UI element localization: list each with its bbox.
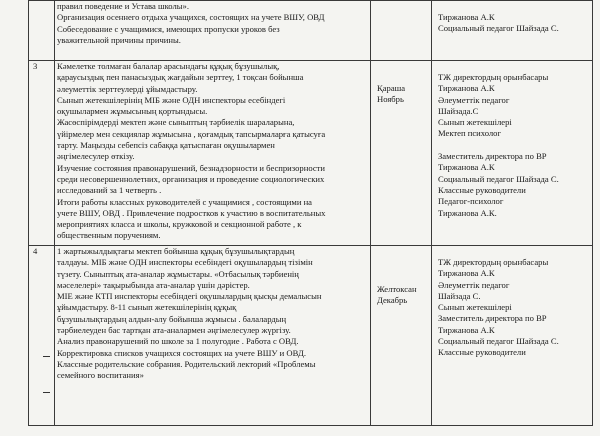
responsible-line: Тиржанова А.К [438, 83, 495, 94]
activity-line: мәселелері» тақырыбында ата-аналар үшін дәрістер. [57, 279, 250, 290]
activity-line: талдауы. МІБ және ОДН инспекторы есебіндегі оқушылардың тізімін [57, 257, 313, 268]
responsible-line: Әлеуметтік педагог [438, 94, 510, 105]
responsible-line: Социальный педагог Шайзада С. [438, 173, 559, 184]
month-kazakh: Қараша [377, 83, 406, 93]
activity-line: бұзушылықтардың алдын-алу бойынша жұмысы . балалардың [57, 313, 287, 324]
activity-line: среди несовершеннолетних, организация и проведение социологических [57, 173, 325, 184]
month-russian: Ноябрь [377, 94, 404, 105]
responsible-line: Тиржанова А.К [438, 12, 495, 22]
activity-line: Классные родительские собрания. Родительский лекторий «Проблемы [57, 358, 316, 369]
activity-line: тәрбиелеуден бас тартқан ата-аналармен әңгімелесулер жүргізу. [57, 325, 291, 336]
activity-line: учете ВШУ, ОВД . Привлечение подростков к участию в воспитательных [57, 207, 326, 218]
activity-line: 1 жартыжылдықтағы мектеп бойынша құқық бұзушылықтардың [57, 246, 295, 256]
table-row [29, 61, 593, 246]
responsible-cell [432, 1, 593, 61]
table-row [29, 246, 593, 426]
activity-line: қараусыздық пен панасыздық жағдайын зерттеу, 1 тоқсан бойынша [57, 72, 304, 83]
responsible-line: Шайзада С. [438, 290, 481, 301]
responsible-line: Классные руководители [438, 347, 526, 358]
responsible-cell [432, 61, 593, 246]
responsible-line: Социальный педагог Шайзада С. [438, 23, 559, 34]
responsible-line: Сынып жетекшілері [438, 117, 512, 128]
date-cell [371, 1, 432, 61]
activity-line: семейного воспитания» [57, 370, 144, 381]
activity-cell [55, 1, 371, 61]
activity-line: Анализ правонарушений по школе за 1 полугодие . Работа с ОВД. [57, 336, 299, 347]
activity-line: әңгімелесулер өткізу. [57, 151, 135, 162]
activity-line: тарту. Маңызды себепсіз сабаққа қатыспаған оқушылармен [57, 140, 275, 151]
row-number [29, 1, 55, 61]
responsible-line: Заместитель директора по ВР [438, 151, 547, 162]
responsible-line: Педагог-психолог [438, 196, 504, 207]
responsible-line: Тиржанова А.К. [438, 207, 497, 218]
activity-line: исследований за 1 четверть . [57, 185, 162, 196]
responsible-line: Сынып жетекшілері [438, 302, 512, 313]
activity-line: Сынып жетекшілерінің МІБ және ОДН инспекторы есебіндегі [57, 94, 286, 105]
responsible-line [438, 140, 590, 151]
activity-line: правил поведение и Устава школы». [57, 1, 189, 11]
activity-line: түзету. Сыныптық ата-аналар жұмыстары. «Отбасылық тәрбиенің [57, 268, 299, 279]
activity-line: МІЕ және КТП инспекторы есебіндегі оқушылардың қысқы демалысын [57, 291, 322, 302]
activity-line: оқушылармен жұмысының қортындысы. [57, 106, 208, 117]
activity-cell [55, 61, 371, 246]
activity-line: мероприятиях класса и школы, кружковой и секционной работе , к [57, 219, 302, 230]
month-russian: Декабрь [377, 295, 408, 306]
month-kazakh: Желтоксан [377, 284, 417, 294]
pen-mark [43, 392, 50, 393]
activity-line: Кәмелетке толмаған балалар арасындағы құқық бұзушылық, [57, 61, 280, 71]
activity-line: Организация осеннего отдыха учащихся, состоящих на учете ВШУ, ОВД [57, 12, 325, 23]
date-cell [371, 246, 432, 426]
responsible-line: ТЖ директордың орынбасары [438, 72, 549, 82]
activity-line: ұйымдастыру. 8-11 сынып жетекшілерінің құқық [57, 302, 237, 313]
activity-line: үйірмелер мен секциялар жұмысына , қоғамдық тапсырмаларға қатысуға [57, 128, 326, 139]
plan-table [28, 0, 593, 426]
responsible-line: Тиржанова А.К [438, 268, 495, 279]
responsible-line: Мектеп психолог [438, 128, 501, 139]
row-number: 4 [29, 246, 55, 426]
responsible-line: Әлеуметтік педагог [438, 279, 510, 290]
date-cell [371, 61, 432, 246]
responsible-line: Тиржанова А.К [438, 162, 495, 173]
responsible-line: Социальный педагог Шайзада С. [438, 336, 559, 347]
activity-line: Собеседование с учащимися, имеющих пропуски уроков без [57, 23, 280, 34]
activity-line: Корректировка списков учащихся состоящих на учете ВШУ и ОВД. [57, 347, 307, 358]
activity-line: уважительной причины причины. [57, 34, 181, 45]
responsible-line: Классные руководители [438, 184, 526, 195]
activity-line: Итоги работы классных руководителей с учащимися , состоящими на [57, 196, 312, 207]
pen-mark [43, 356, 50, 357]
activity-line: Жасөспірімдерді мектеп және сыныптың тәрбиелік шараларына, [57, 117, 295, 128]
responsible-line: Тиржанова А.К [438, 324, 495, 335]
responsible-line: ТЖ директордың орынбасары [438, 257, 549, 267]
row-number: 3 [29, 61, 55, 246]
activity-line: общественным поручениям. [57, 230, 161, 241]
activity-line: әлеуметтік зерттеулерді ұйымдастыру. [57, 83, 198, 94]
activity-line: Изучение состояния правонарушений, безнадзорности и беспризорности [57, 162, 325, 173]
responsible-line: Заместитель директора по ВР [438, 313, 547, 324]
responsible-line: Шайзада.С [438, 105, 479, 116]
activity-cell [55, 246, 371, 426]
table-row [29, 1, 593, 61]
responsible-cell [432, 246, 593, 426]
